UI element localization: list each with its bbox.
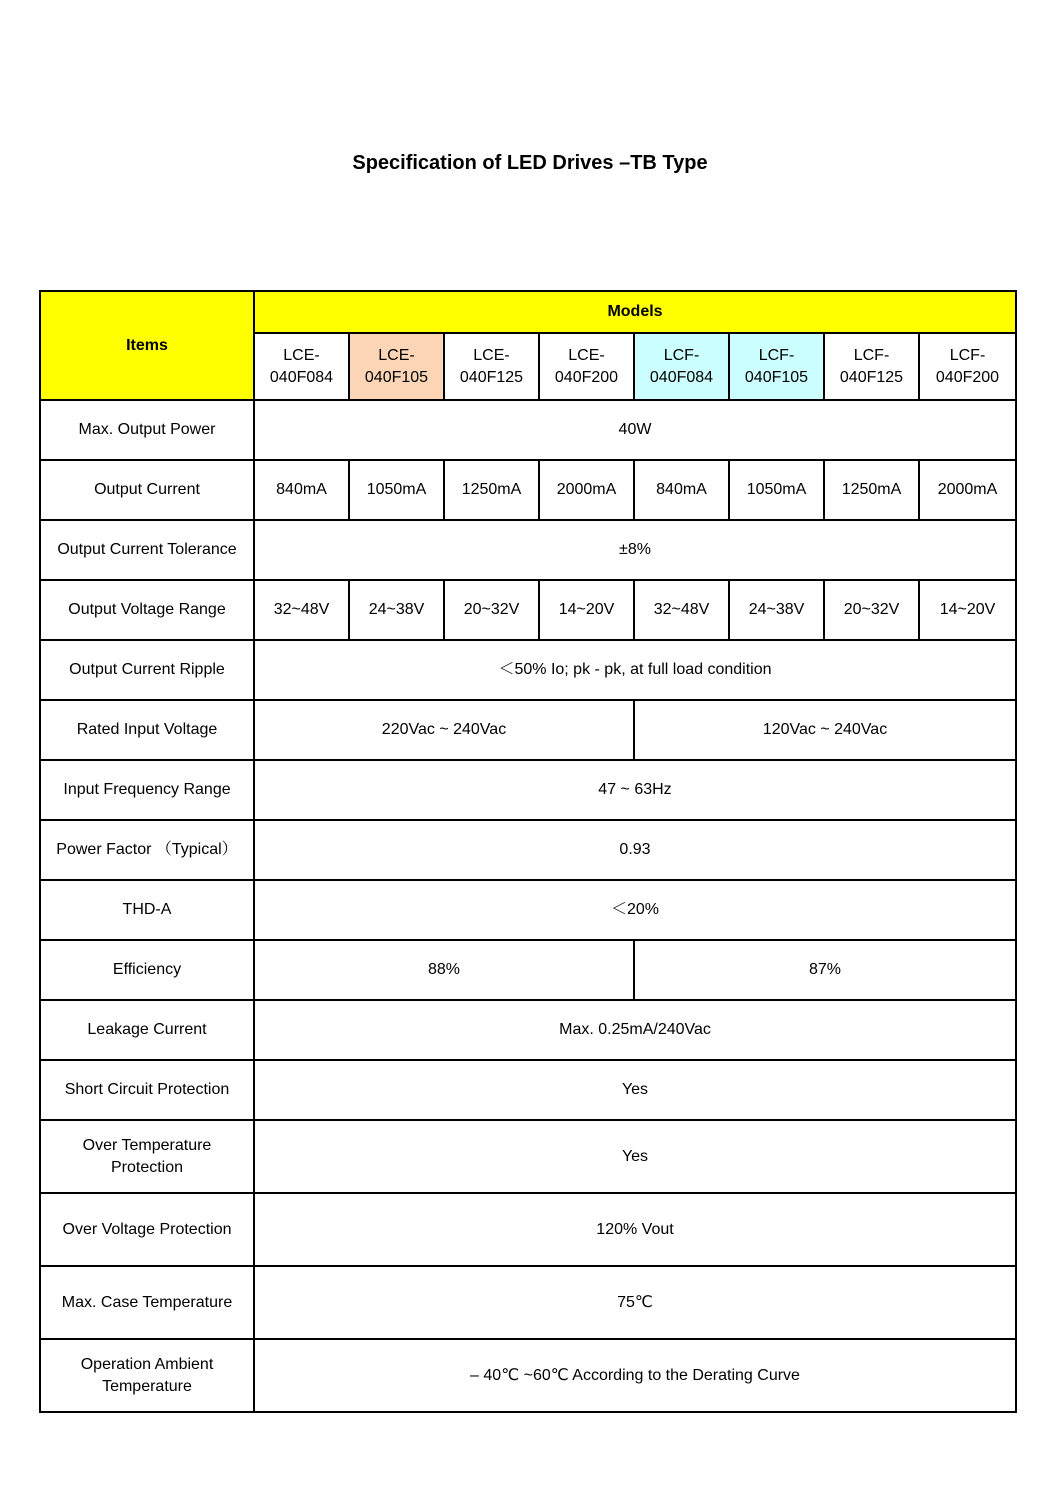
row-leakage-current	[40, 1000, 1016, 1060]
cell-value: 2000mA	[539, 460, 634, 520]
row-label: Input Frequency Range	[40, 760, 254, 820]
model-lce-040f105: LCE- 040F105	[349, 333, 444, 400]
model-lcf-040f084: LCF- 040F084	[634, 333, 729, 400]
row-label: Max. Case Temperature	[40, 1266, 254, 1339]
model-lcf-040f105: LCF- 040F105	[729, 333, 824, 400]
row-output-current	[40, 460, 1016, 520]
row-label: Leakage Current	[40, 1000, 254, 1060]
model-lcf-040f200: LCF- 040F200	[919, 333, 1016, 400]
cell-value: 20~32V	[444, 580, 539, 640]
cell-value: 1050mA	[729, 460, 824, 520]
row-label: Power Factor （Typical）	[40, 820, 254, 880]
row-label: Over Temperature Protection	[40, 1120, 254, 1193]
model-lce-040f125: LCE- 040F125	[444, 333, 539, 400]
model-lce-040f084: LCE- 040F084	[254, 333, 349, 400]
cell-value: 14~20V	[919, 580, 1016, 640]
row-label: Efficiency	[40, 940, 254, 1000]
row-value: 120% Vout	[254, 1193, 1016, 1266]
spec-table	[39, 290, 1017, 1413]
model-lcf-040f125: LCF- 040F125	[824, 333, 919, 400]
cell-value: 1250mA	[444, 460, 539, 520]
row-output-current-tolerance	[40, 520, 1016, 580]
row-value: 47 ~ 63Hz	[254, 760, 1016, 820]
row-label: THD-A	[40, 880, 254, 940]
row-output-current-ripple	[40, 640, 1016, 700]
row-value: 75℃	[254, 1266, 1016, 1339]
row-rated-input-voltage	[40, 700, 1016, 760]
row-value: – 40℃ ~60℃ According to the Derating Curve	[254, 1339, 1016, 1412]
cell-value: 88%	[254, 940, 634, 1000]
row-operation-ambient-temperature	[40, 1339, 1016, 1412]
cell-value: 220Vac ~ 240Vac	[254, 700, 634, 760]
row-label: Rated Input Voltage	[40, 700, 254, 760]
row-input-frequency-range	[40, 760, 1016, 820]
cell-value: 32~48V	[254, 580, 349, 640]
cell-value: 20~32V	[824, 580, 919, 640]
row-label: Max. Output Power	[40, 400, 254, 460]
items-header: Items	[40, 291, 254, 400]
cell-value: 120Vac ~ 240Vac	[634, 700, 1016, 760]
row-thd-a	[40, 880, 1016, 940]
row-efficiency	[40, 940, 1016, 1000]
row-label: Output Voltage Range	[40, 580, 254, 640]
row-label: Output Current	[40, 460, 254, 520]
row-value: Yes	[254, 1060, 1016, 1120]
header-row-models	[40, 291, 1016, 333]
row-value: ±8%	[254, 520, 1016, 580]
cell-value: 1050mA	[349, 460, 444, 520]
row-max-output-power	[40, 400, 1016, 460]
row-label: Output Current Tolerance	[40, 520, 254, 580]
models-header: Models	[254, 291, 1016, 333]
row-value: Max. 0.25mA/240Vac	[254, 1000, 1016, 1060]
row-over-voltage-protection	[40, 1193, 1016, 1266]
cell-value: 14~20V	[539, 580, 634, 640]
row-value: Yes	[254, 1120, 1016, 1193]
cell-value: 24~38V	[729, 580, 824, 640]
row-output-voltage-range	[40, 580, 1016, 640]
row-power-factor	[40, 820, 1016, 880]
cell-value: 2000mA	[919, 460, 1016, 520]
row-value: ＜20%	[254, 880, 1016, 940]
cell-value: 32~48V	[634, 580, 729, 640]
row-over-temperature-protection	[40, 1120, 1016, 1193]
row-value: 0.93	[254, 820, 1016, 880]
cell-value: 87%	[634, 940, 1016, 1000]
cell-value: 24~38V	[349, 580, 444, 640]
model-lce-040f200: LCE- 040F200	[539, 333, 634, 400]
document-title: Specification of LED Drives –TB Type	[352, 152, 708, 174]
row-value: ＜50% Io; pk - pk, at full load condition	[254, 640, 1016, 700]
cell-value: 1250mA	[824, 460, 919, 520]
row-label: Output Current Ripple	[40, 640, 254, 700]
row-label: Over Voltage Protection	[40, 1193, 254, 1266]
cell-value: 840mA	[254, 460, 349, 520]
row-label: Short Circuit Protection	[40, 1060, 254, 1120]
row-label: Operation Ambient Temperature	[40, 1339, 254, 1412]
row-max-case-temperature	[40, 1266, 1016, 1339]
cell-value: 840mA	[634, 460, 729, 520]
row-value: 40W	[254, 400, 1016, 460]
row-short-circuit-protection	[40, 1060, 1016, 1120]
